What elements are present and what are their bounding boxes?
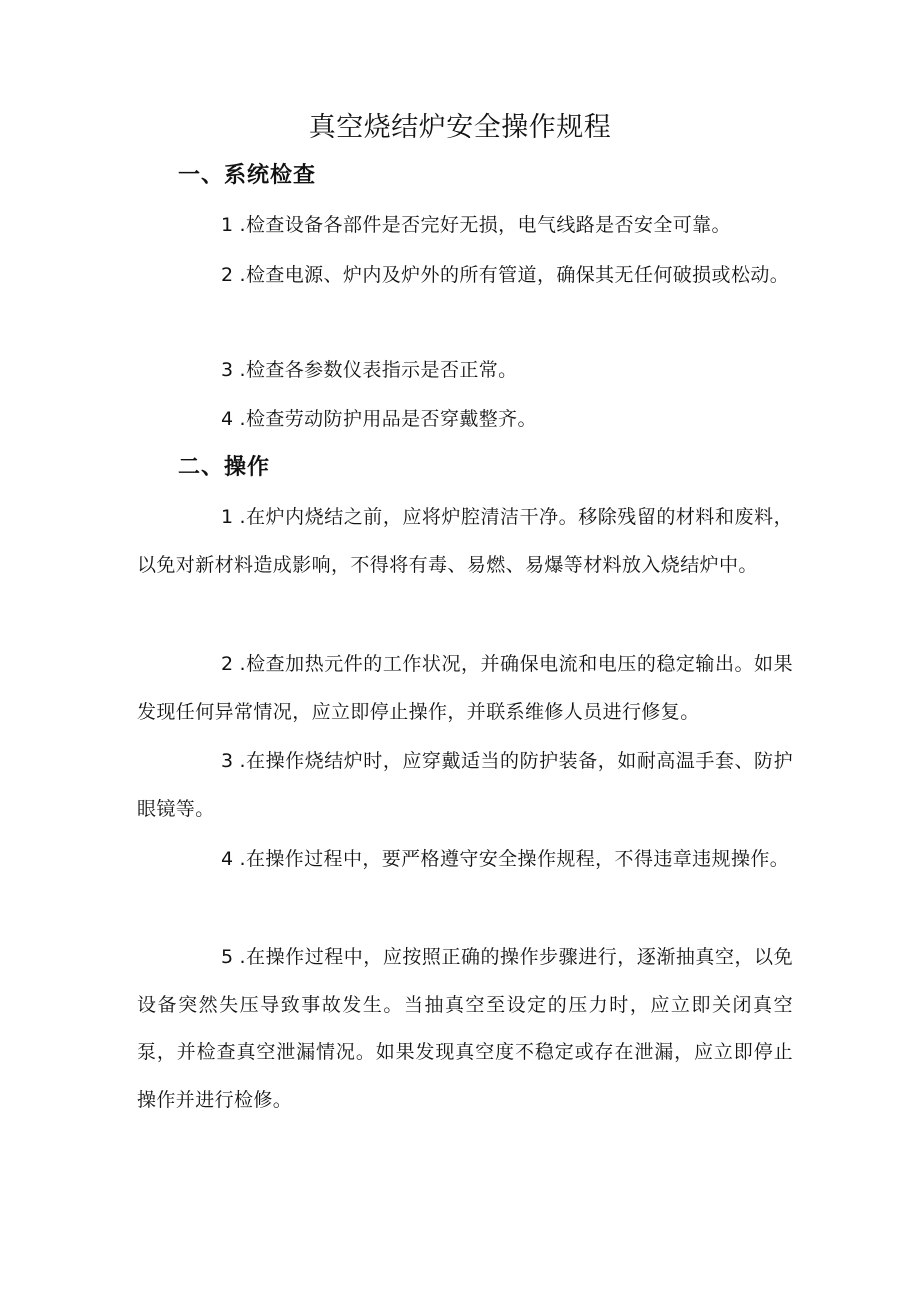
list-item (137, 738, 793, 833)
item-number: 2 (221, 264, 234, 286)
item-text: .在操作过程中，应按照正确的操作步骤进行，逐渐抽真空，以免设备突然失压导致事故发生。当抽真空至设定的压力时，应立即关闭真空泵，并检查真空泄漏情况。如果发现真空度不稳定或存在泄漏，应立即停止操作并进行检修。 (137, 946, 793, 1111)
list-item (137, 934, 793, 1124)
item-text: .检查各参数仪表指示是否正常。 (239, 359, 518, 381)
section-heading-operation: 二、操作 (178, 455, 271, 480)
list-item (137, 836, 793, 884)
item-number: 2 (221, 653, 234, 675)
item-text: .检查设备各部件是否完好无损，电气线路是否安全可靠。 (239, 214, 731, 236)
item-number: 3 (221, 359, 234, 381)
list-item (137, 641, 793, 736)
item-number: 3 (221, 750, 234, 772)
document-title: 真空烧结炉安全操作规程 (308, 112, 612, 143)
list-item (137, 347, 793, 395)
item-number: 1 (221, 214, 234, 236)
item-text: .检查电源、炉内及炉外的所有管道，确保其无任何破损或松动。 (239, 264, 790, 286)
item-text: .在操作过程中，要严格遵守安全操作规程，不得违章违规操作。 (239, 848, 790, 870)
item-number: 5 (221, 946, 234, 968)
list-item (137, 494, 793, 589)
item-number: 1 (221, 506, 234, 528)
list-item (137, 252, 793, 300)
item-number: 4 (221, 408, 234, 430)
item-text: .检查加热元件的工作状况，并确保电流和电压的稳定输出。如果发现任何异常情况，应立即停止操作，并联系维修人员进行修复。 (137, 653, 793, 723)
section-heading-system-check: 一、系统检查 (178, 163, 317, 188)
item-text: .检查劳动防护用品是否穿戴整齐。 (239, 408, 537, 430)
item-number: 4 (221, 848, 234, 870)
item-text: .在操作烧结炉时，应穿戴适当的防护装备，如耐高温手套、防护眼镜等。 (137, 750, 793, 820)
item-text: .在炉内烧结之前，应将炉腔清洁干净。移除残留的材料和废料，以免对新材料造成影响，不得将有毒、易燃、易爆等材料放入烧结炉中。 (137, 506, 793, 576)
list-item (137, 396, 793, 444)
list-item (137, 202, 793, 250)
